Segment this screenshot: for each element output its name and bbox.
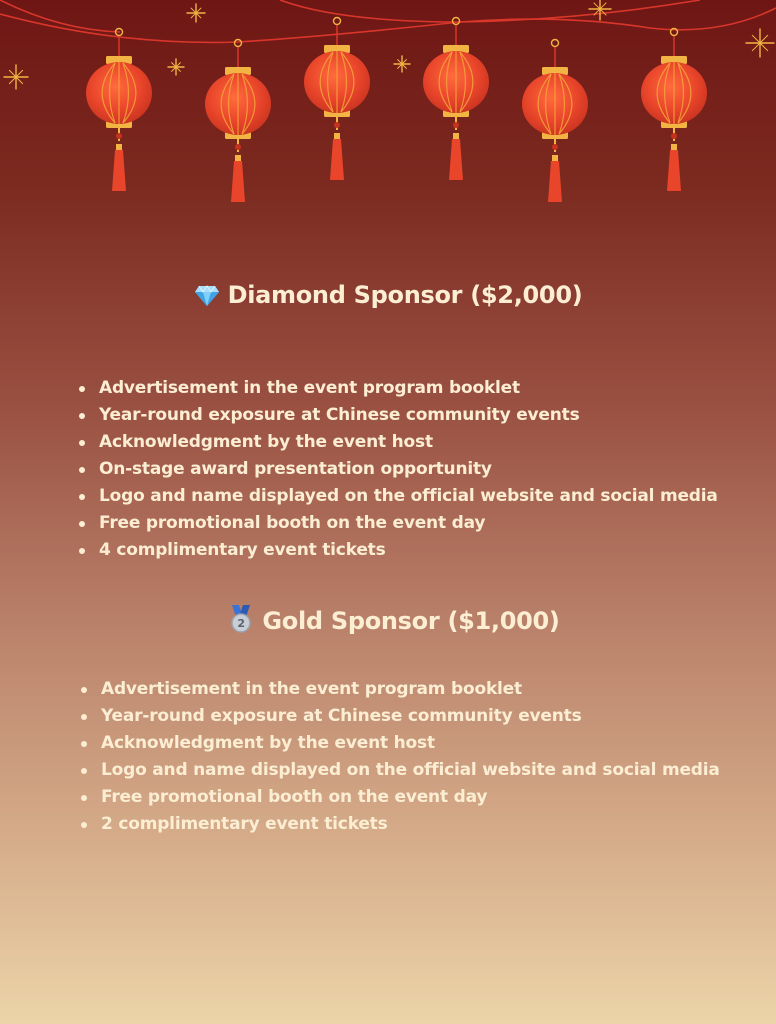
sparkle-icon [394,56,410,72]
benefit-item: Logo and name displayed on the official website and social media [79,757,720,784]
garland-strings [0,0,776,42]
sparkle-icon [746,29,774,57]
diamond-icon [194,285,220,313]
benefit-item: Advertisement in the event program booklet [77,375,718,402]
benefit-item: Acknowledgment by the event host [79,730,720,757]
benefit-item: Year-round exposure at Chinese community events [77,402,718,429]
sparkle-icon [589,0,611,20]
benefit-item: Acknowledgment by the event host [77,429,718,456]
lantern-icon [205,40,271,203]
lantern-icon [304,18,370,181]
tier-heading-diamond [0,281,776,313]
benefit-item: Free promotional booth on the event day [77,510,718,537]
benefit-item: Advertisement in the event program booklet [79,676,720,703]
lantern-icon [641,29,707,192]
benefit-item: Free promotional booth on the event day [79,784,720,811]
benefit-list-gold [79,676,720,838]
benefit-item: Year-round exposure at Chinese community events [79,703,720,730]
sparkle-icon [168,59,184,75]
tier-heading-gold [6,605,776,639]
tier-title: Gold Sponsor ($1,000) [262,607,560,635]
lantern-icon [423,18,489,181]
medal-number: 2 [237,617,246,630]
benefit-item: 2 complimentary event tickets [79,811,720,838]
sparkle-icon [187,4,205,22]
sparkle-icon [4,65,28,89]
benefit-list-diamond [77,375,718,564]
lantern-garland [0,0,776,220]
tier-title: Diamond Sponsor ($2,000) [227,281,583,309]
silver-medal-icon [228,605,254,639]
benefit-item: 4 complimentary event tickets [77,537,718,564]
benefit-item: Logo and name displayed on the official website and social media [77,483,718,510]
lantern-icon [86,29,152,192]
benefit-item: On-stage award presentation opportunity [77,456,718,483]
lantern-icon [522,40,588,203]
